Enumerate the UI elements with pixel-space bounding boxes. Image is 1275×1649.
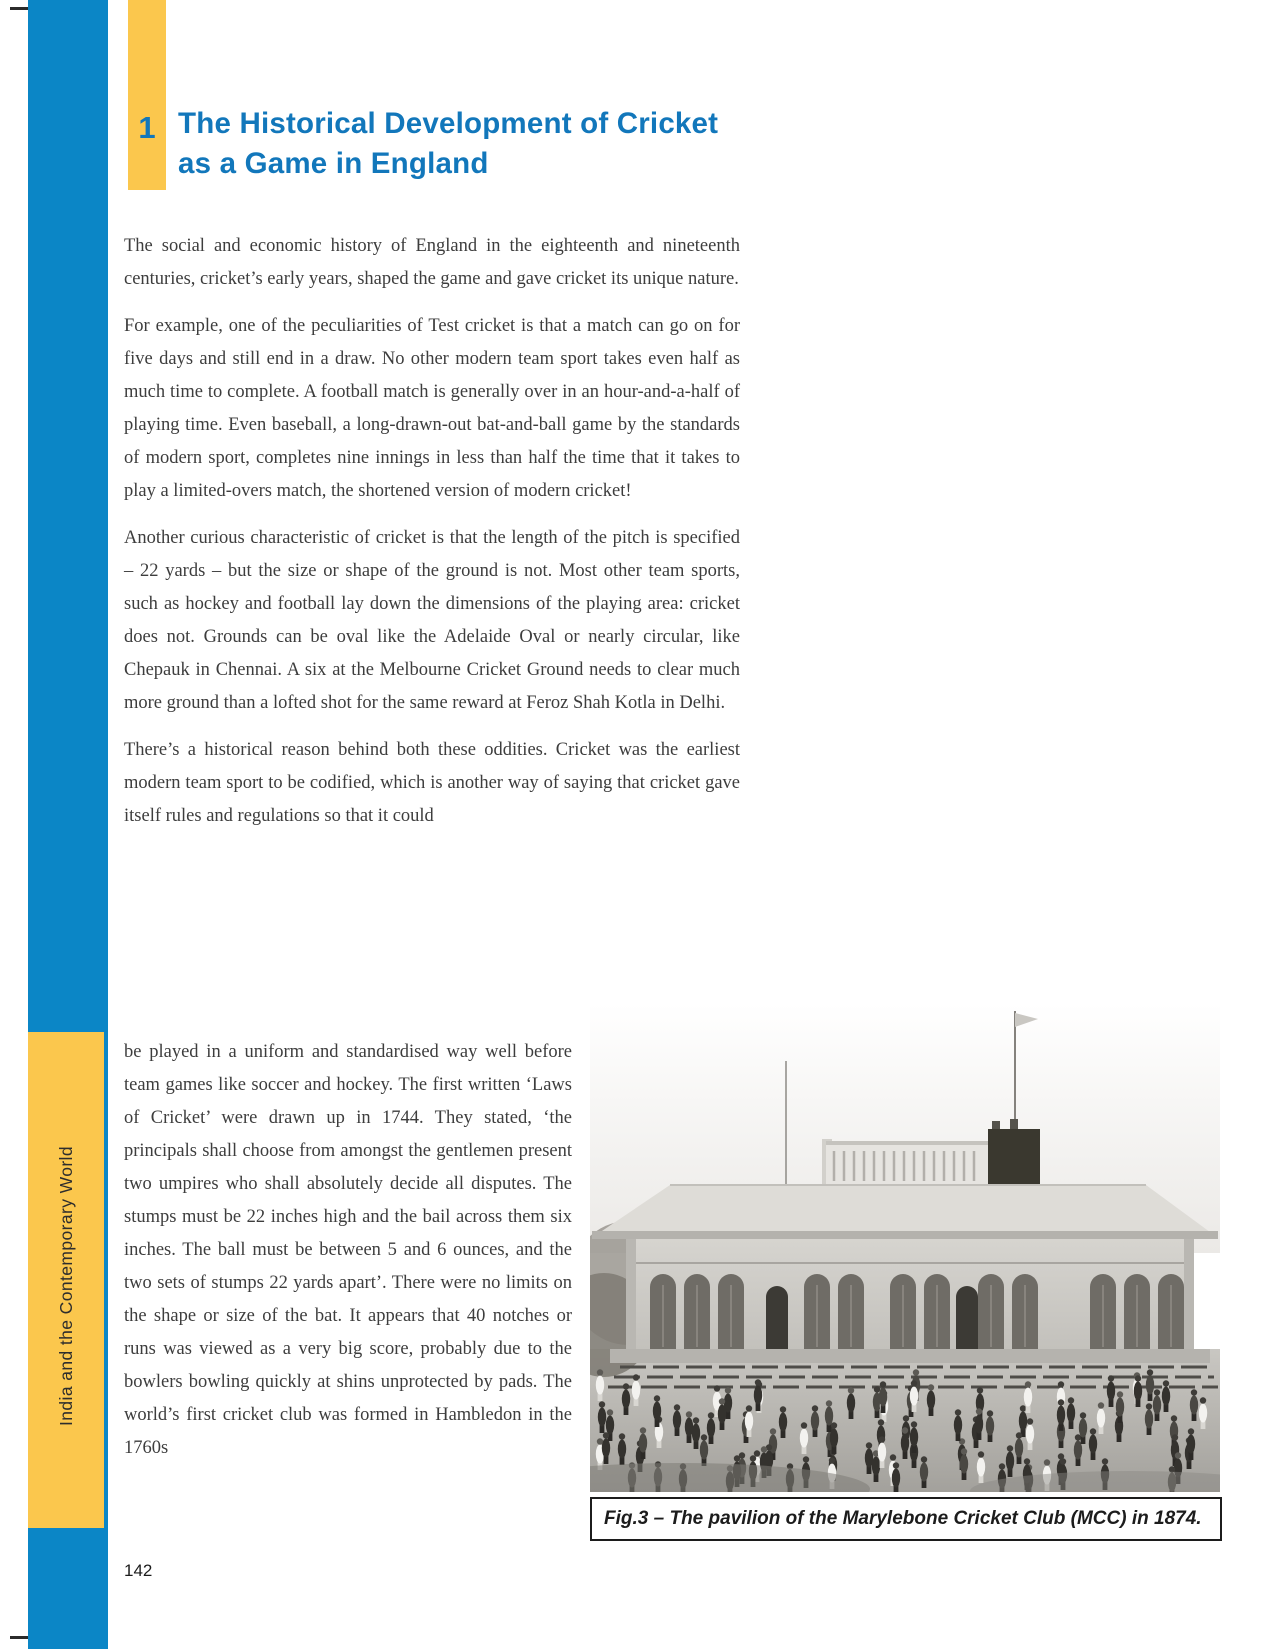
paragraph-continuation: be played in a uniform and standardised way well before team games like soccer and hockey. The first written ‘Laws of Cricket’ were drawn up in 1744. They stated, ‘the principals shall choose from amongst the gentlemen present two umpires who shall absolutely decide all disputes. The stumps must be 22 inches high and the bail across them six inches. The ball must be between 5 and 6 ounces, and the two sets of stumps 22 yards apart’. There were no limits on the shape or size of the bat. It appears that 40 notches or runs was viewed as a very big score, probably due to the bowlers bowling quickly at shins unprotected by pads. The world’s first cricket club was formed in Hambledon in the 1760s [124, 1042, 572, 1458]
chapter-number: 1 [138, 110, 156, 145]
paragraph: For example, one of the peculiarities of Test cricket is that a match can go on for five days and still end in a draw. No other modern team sport takes even half as much time to complete. A football match is generally over in an hour-and-a-half of playing time. Even baseball, a long-drawn-out bat-and-ball game by the standards of modern sport, completes nine innings in less than half the time that it takes to play a limited-overs match, the shortened version of modern cricket! [124, 316, 740, 501]
paragraph: There’s a historical reason behind both these oddities. Cricket was the earliest modern team sport to be codified, which is another way of saying that cricket gave itself rules and regulations so that it could [124, 740, 740, 826]
chapter-title [178, 104, 1078, 184]
figure-caption-text: Fig.3 – The pavilion of the Marylebone Cricket Club (MCC) in 1874. [604, 1508, 1202, 1529]
body-text-narrow-column [124, 1036, 572, 1465]
figure-caption [590, 1497, 1222, 1541]
chapter-title-line2: as a Game in England [178, 147, 489, 180]
chapter-number-box [128, 0, 166, 190]
chapter-title-line1: The Historical Development of Cricket [178, 107, 719, 140]
pavilion-photo-illustration [590, 1003, 1220, 1492]
body-text-column [124, 230, 740, 833]
paragraph: The social and economic history of England in the eighteenth and nineteenth centuries, cricket’s early years, shaped the game and gave cricket its unique nature. [124, 236, 740, 289]
paragraph: Another curious characteristic of cricket is that the length of the pitch is specified – 22 yards – but the size or shape of the ground is not. Most other team sports, such as hockey and football lay down the dimensions of the playing area: cricket does not. Grounds can be oval like the Adelaide Oval or nearly circular, like Chepauk in Chennai. A six at the Melbourne Cricket Ground needs to clear much more ground than a lofted shot for the same reward at Feroz Shah Kotla in Delhi. [124, 528, 740, 713]
book-series-vertical-label: India and the Contemporary World [56, 1146, 76, 1426]
registration-mark-bottom [10, 1636, 30, 1639]
pavilion-photograph [590, 1003, 1220, 1492]
page-number: 142 [124, 1561, 153, 1580]
registration-mark-top [10, 7, 30, 10]
